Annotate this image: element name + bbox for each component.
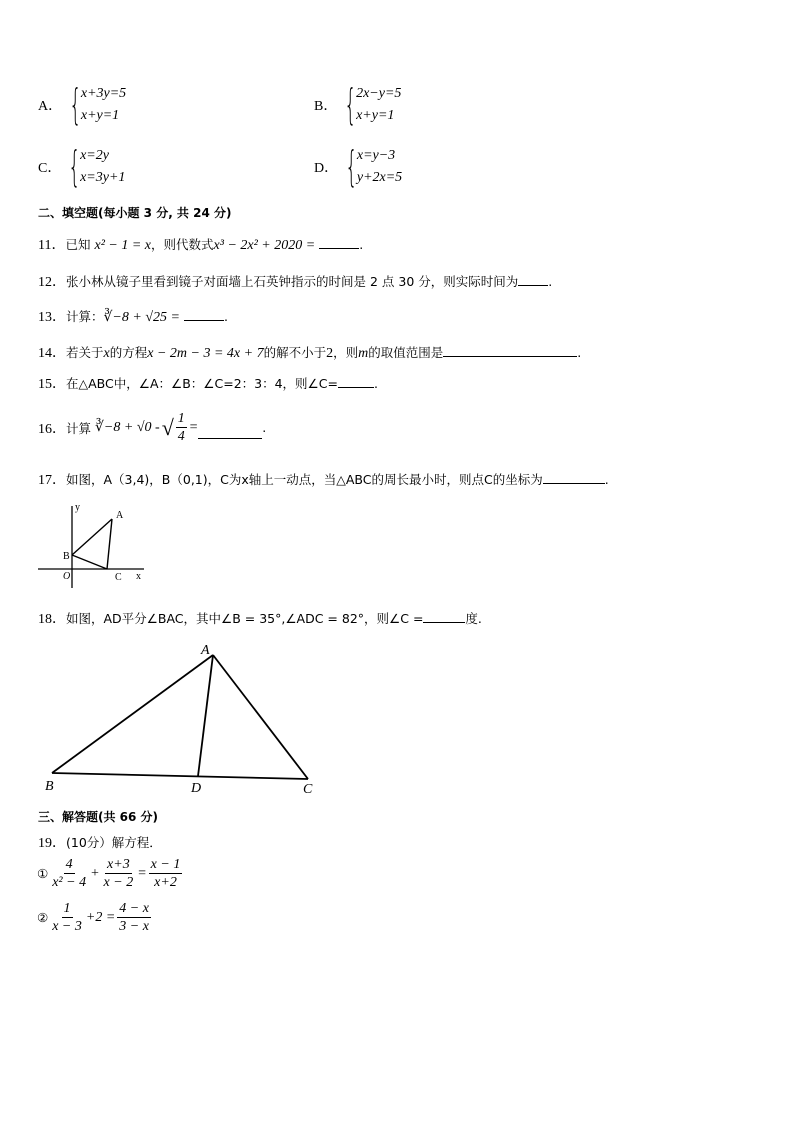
question-number: 12． — [38, 275, 66, 290]
q14-mid3: ，则 — [333, 345, 359, 360]
q14-end: . — [577, 345, 582, 360]
option-a-eq2: x+y=1 — [80, 108, 120, 123]
q15-text: 在△ABC中，∠A：∠B：∠C=2：3：4，则∠C= — [66, 376, 338, 391]
segment-bc — [52, 773, 308, 779]
fraction — [149, 856, 183, 891]
numerator: 4 − x — [119, 901, 149, 916]
question-12 — [38, 271, 552, 291]
segment-ab — [52, 655, 213, 773]
figure-17 — [36, 500, 156, 592]
q14-equation: x − 2m − 3 = 4x + 7 — [147, 346, 264, 361]
question-number: 17． — [38, 473, 66, 488]
question-number: 16． — [38, 421, 66, 437]
q14-var2: m — [358, 346, 369, 361]
answer-blank[interactable] — [423, 611, 465, 623]
operator: +2 = — [85, 909, 116, 925]
q13-pre: 计算： — [66, 309, 104, 324]
origin-label: O — [63, 571, 71, 582]
point-b-label: B — [45, 779, 54, 794]
numerator: x − 1 — [150, 857, 181, 872]
fraction — [50, 900, 84, 935]
point-a-label: A — [116, 510, 124, 521]
equation-marker: ① — [37, 866, 49, 881]
option-a-label: A． — [38, 99, 63, 114]
q14-mid: 的方程 — [109, 345, 148, 360]
y-label: y — [75, 502, 80, 513]
q12-end: . — [548, 274, 553, 289]
question-14 — [38, 342, 581, 362]
q17-text: 如图，A（3,4)，B（0,1)，C为x轴上一动点，当△ABC的周长最小时，则点C的坐标为 — [66, 472, 543, 487]
q18-text: 如图，AD平分∠BAC，其中∠B = 35°,∠ADC = 82°，则∠C = — [66, 611, 424, 626]
operator: + — [90, 865, 100, 881]
q16-eq: = — [188, 419, 199, 435]
question-15 — [38, 373, 378, 393]
x-label: x — [136, 571, 141, 582]
point-d-label: D — [191, 781, 202, 796]
numerator: 1 — [63, 901, 71, 916]
answer-blank[interactable] — [319, 237, 359, 249]
q11-pre: 已知 — [65, 237, 91, 252]
brace-icon: { — [69, 80, 82, 129]
numerator: 4 — [65, 857, 73, 872]
q14-pre: 若关于 — [66, 345, 104, 360]
question-11 — [38, 234, 363, 254]
q11-mid: ，则代数式 — [151, 237, 214, 252]
segment-ab — [72, 519, 112, 555]
brace-icon: { — [68, 142, 81, 191]
segment-ac — [107, 519, 112, 569]
q14-value: 2 — [326, 346, 334, 361]
q16-fraction — [176, 410, 187, 445]
q11-expression: x³ − 2x² + 2020 = — [213, 238, 316, 253]
option-c-eq2: x=3y+1 — [80, 170, 126, 185]
q11-end: . — [359, 237, 364, 252]
question-13 — [38, 306, 228, 326]
equation-1 — [37, 856, 184, 891]
q14-var: x — [103, 346, 110, 361]
q14-mid2: 的解不小于 — [263, 345, 327, 360]
answer-blank[interactable] — [338, 376, 374, 388]
question-number: 19． — [38, 836, 66, 851]
denominator: 3 − x — [119, 919, 149, 934]
option-a-eq1: x+3y=5 — [80, 86, 127, 101]
q13-end: . — [223, 309, 228, 324]
q16-end: . — [262, 420, 267, 435]
answer-blank[interactable] — [443, 345, 577, 357]
option-b-eq2: x+y=1 — [356, 108, 395, 123]
fraction — [117, 900, 151, 935]
option-c-label: C． — [38, 161, 62, 176]
denominator: x − 3 — [52, 919, 82, 934]
option-c-eq1: x=2y — [80, 148, 109, 163]
fraction — [102, 856, 136, 891]
q19-text: (10分）解方程． — [66, 835, 162, 850]
question-17 — [38, 469, 609, 489]
fraction — [50, 856, 88, 891]
denominator: x − 2 — [103, 875, 134, 890]
option-d-eq1: x=y−3 — [356, 148, 396, 163]
answer-blank[interactable] — [543, 472, 605, 484]
segment-bc — [72, 555, 107, 569]
q16-frac-den: 4 — [177, 429, 185, 444]
option-b-label: B． — [314, 99, 338, 114]
segment-ac — [213, 655, 308, 779]
option-d-eq2: y+2x=5 — [356, 170, 403, 185]
point-a-label: A — [201, 643, 210, 658]
option-c[interactable] — [38, 142, 126, 191]
segment-ad — [198, 655, 213, 776]
point-c-label: C — [303, 782, 313, 797]
q12-text: 张小林从镜子里看到镜子对面墙上石英钟指示的时间是 2 点 30 分，则实际时间为 — [66, 274, 519, 289]
answer-blank[interactable] — [198, 427, 262, 439]
answer-blank[interactable] — [184, 309, 224, 321]
question-number: 15． — [38, 377, 66, 392]
q11-condition: x² − 1 = x — [94, 238, 152, 253]
option-d-label: D． — [314, 161, 339, 176]
q16-expression: ∛−8 + √0 - — [95, 420, 160, 435]
q17-end: . — [604, 472, 609, 487]
brace-icon: { — [344, 80, 357, 129]
option-a[interactable] — [38, 80, 127, 129]
question-number: 11． — [38, 238, 66, 253]
q16-pre: 计算 — [66, 420, 92, 436]
section-2-heading: 二、填空题(每小题 3 分, 共 24 分) — [38, 206, 232, 220]
figure-18 — [40, 640, 330, 800]
question-18 — [38, 608, 482, 628]
question-19 — [38, 832, 162, 852]
sqrt-icon: √ — [161, 414, 174, 440]
numerator: x+3 — [107, 857, 130, 872]
answer-blank[interactable] — [518, 274, 548, 286]
equation-marker: ② — [37, 910, 49, 925]
question-number: 13． — [38, 310, 66, 325]
q18-end: 度. — [465, 611, 482, 626]
operator: = — [137, 865, 147, 881]
question-number: 14． — [38, 346, 66, 361]
option-b[interactable] — [314, 80, 402, 129]
q14-post: 的取值范围是 — [368, 345, 444, 360]
option-b-eq1: 2x−y=5 — [356, 86, 402, 101]
q16-frac-num: 1 — [177, 411, 185, 426]
q15-end: . — [373, 376, 378, 391]
brace-icon: { — [345, 142, 358, 191]
point-c-label: C — [115, 572, 122, 583]
point-b-label: B — [63, 551, 70, 562]
equation-2 — [37, 900, 153, 935]
denominator: x+2 — [154, 875, 177, 890]
q13-expression: ∛−8 + √25 = — [103, 310, 180, 325]
question-16 — [38, 410, 266, 445]
denominator: x² − 4 — [52, 875, 87, 890]
option-d[interactable] — [314, 142, 403, 191]
question-number: 18． — [38, 612, 66, 627]
section-3-heading: 三、解答题(共 66 分) — [38, 810, 159, 824]
